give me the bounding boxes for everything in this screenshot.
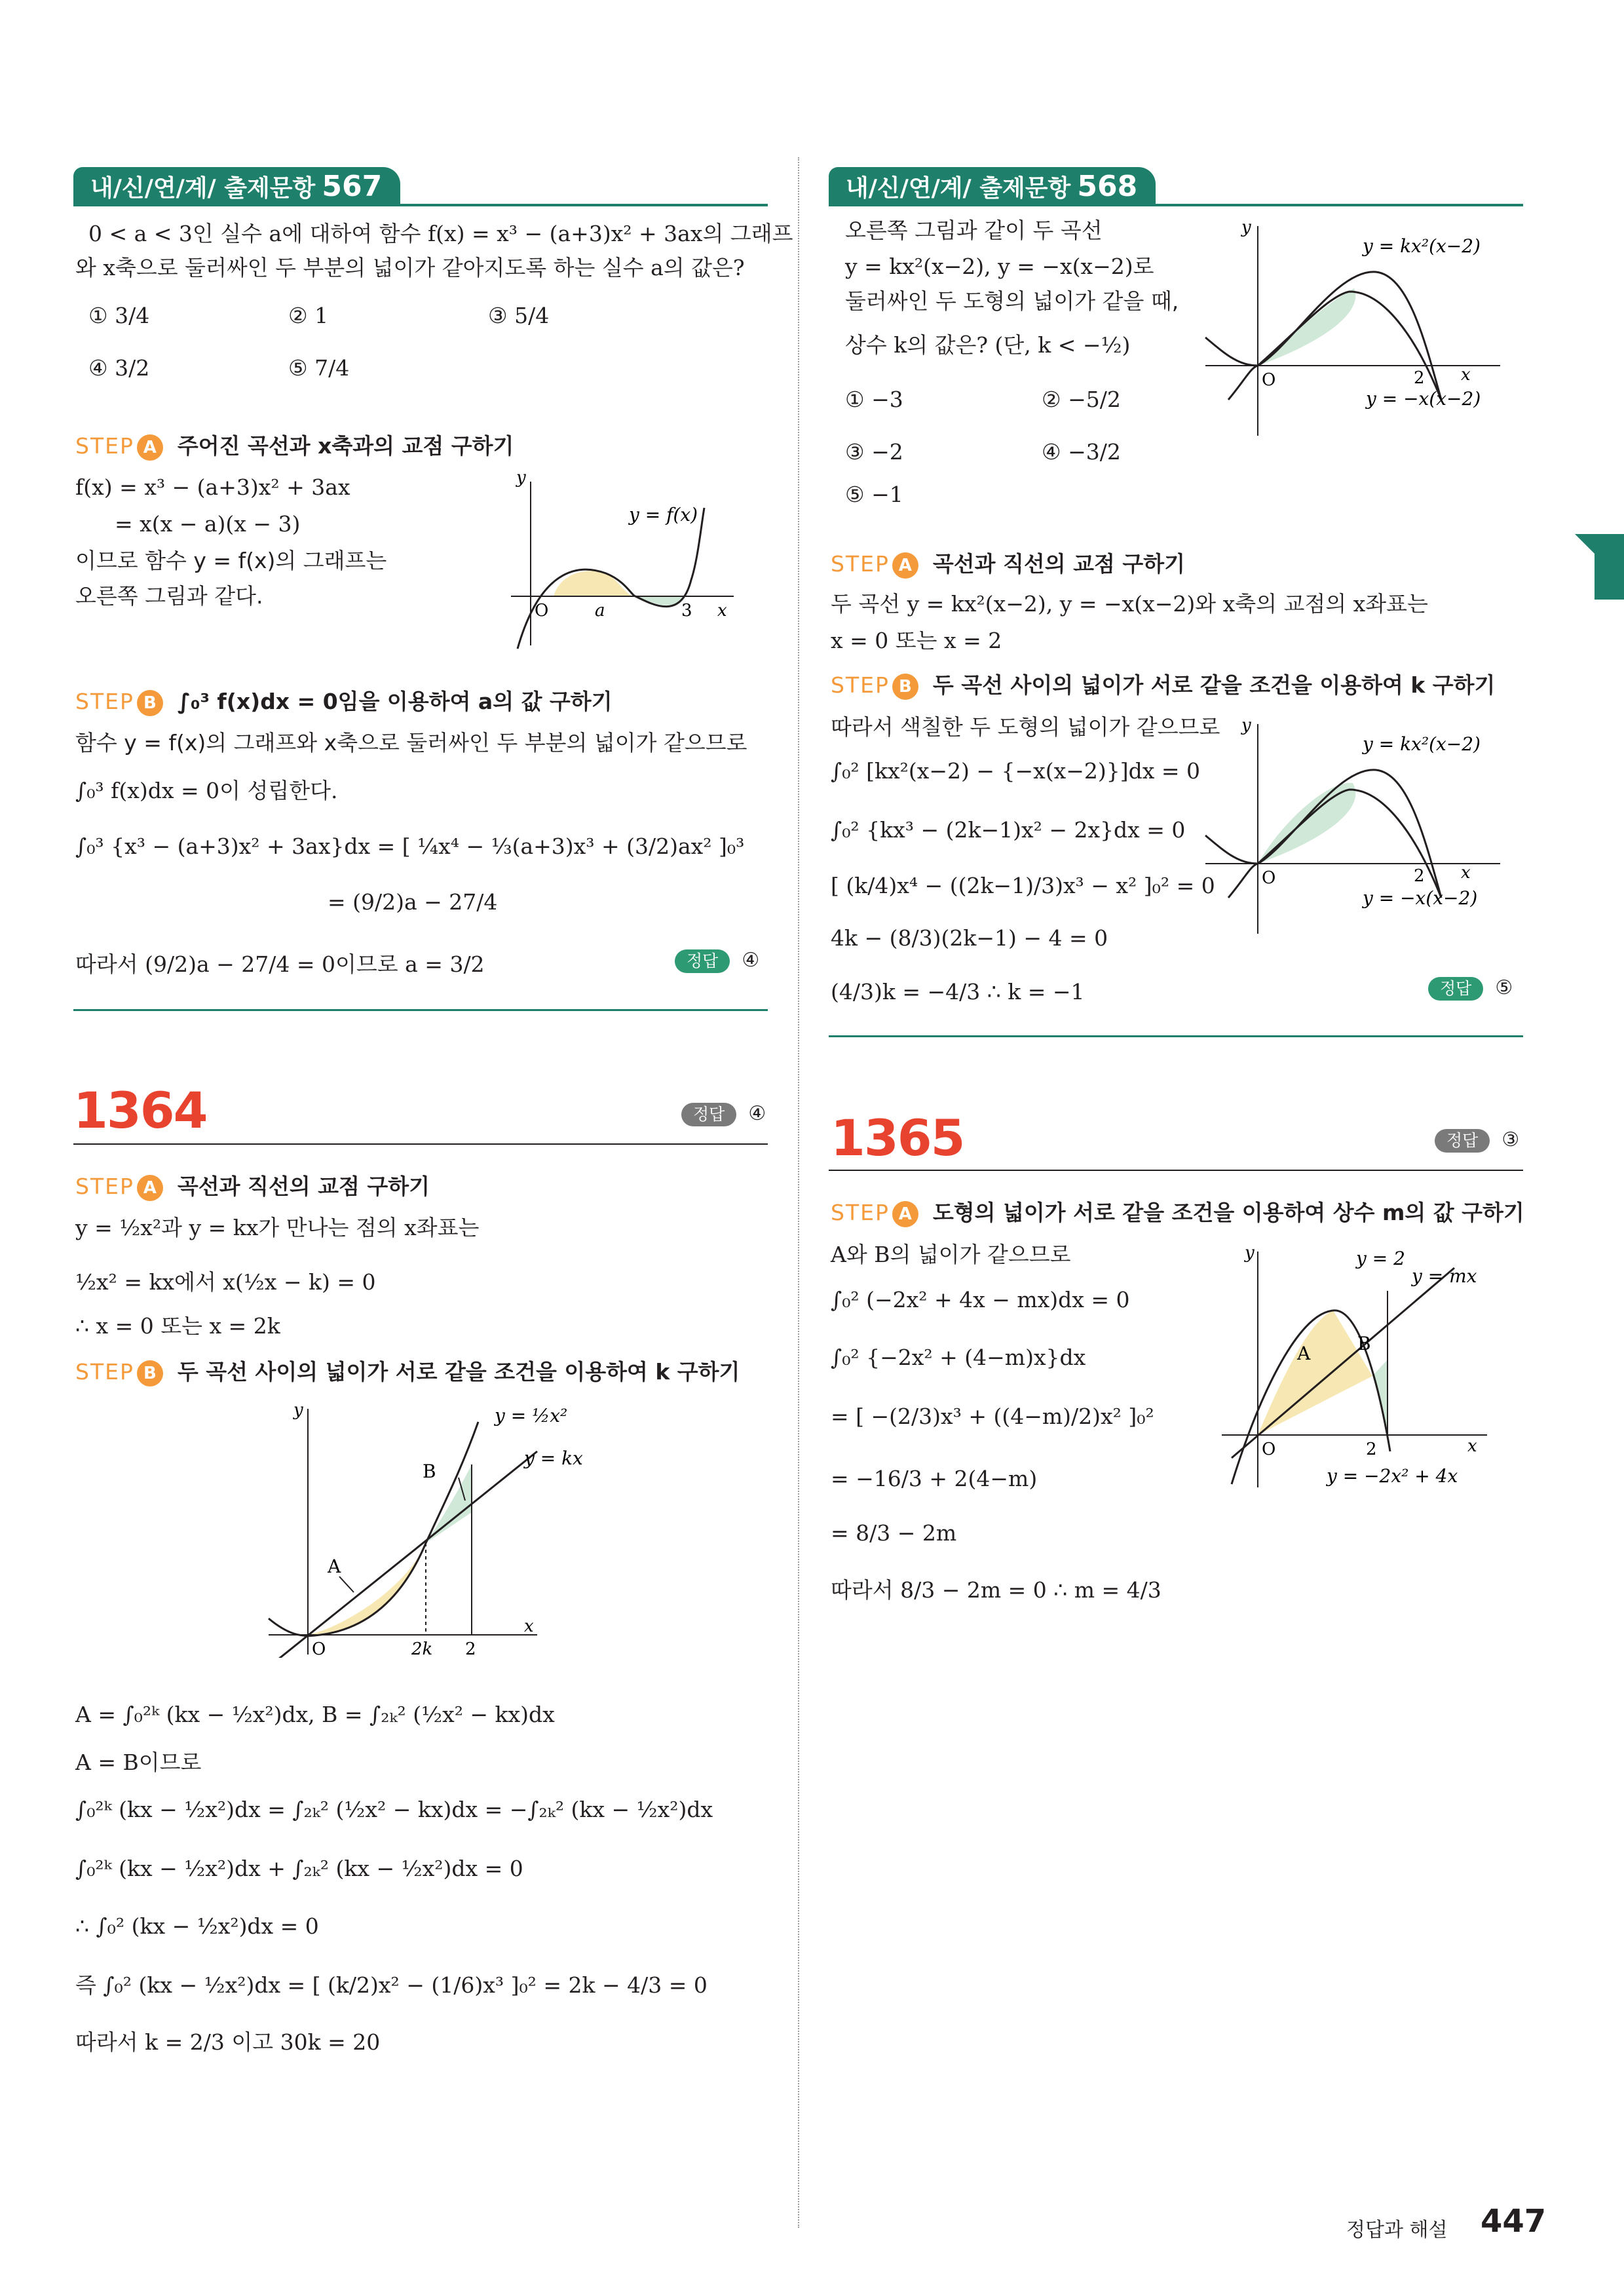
choice-2: ② 1: [288, 303, 329, 328]
choice-5: ⑤ −1: [845, 482, 903, 507]
solution-line: ∫₀³ {x³ − (a+3)x² + 3ax}dx = [ ¼x⁴ − ⅓(a+3)x³ + (3/2)ax² ]₀³: [75, 833, 745, 859]
line-label: y = kx: [524, 1447, 583, 1469]
cubic-label: y = kx²(x−2): [1363, 235, 1481, 257]
solution-line: ∫₀²ᵏ (kx − ½x²)dx = ∫₂ₖ² (½x² − kx)dx = −∫₂ₖ² (kx − ½x²)dx: [75, 1797, 713, 1822]
origin-label: O: [1262, 370, 1276, 390]
choice-4: ④ 3/2: [88, 355, 150, 381]
header-label: 내/신/연/계/ 출제문항: [846, 175, 1071, 202]
origin-label: O: [1262, 868, 1276, 888]
x-axis-label: x: [717, 601, 727, 621]
step-a-heading: STEP A 도형의 넓이가 서로 같을 조건을 이용하여 상수 m의 값 구하기: [831, 1196, 1524, 1227]
two-curves-graph: [1199, 216, 1507, 442]
solution-line: A와 B의 넓이가 같으므로: [831, 1242, 1071, 1267]
solution-line: ∫₀²ᵏ (kx − ½x²)dx + ∫₂ₖ² (kx − ½x²)dx = 0: [75, 1856, 523, 1881]
answer-568: 정답 ⑤: [1428, 976, 1513, 1001]
x-axis-label: x: [1467, 1436, 1477, 1456]
solution-line: ∫₀² (−2x² + 4x − mx)dx = 0: [831, 1287, 1130, 1312]
header-number: 567: [322, 170, 383, 203]
parabola-label: y = ½x²: [495, 1405, 568, 1426]
curve-label: y = f(x): [629, 504, 698, 526]
chapter-tab: [1575, 534, 1624, 600]
solution-line: = [ −(2/3)x³ + ((4−m)/2)x² ]₀²: [831, 1404, 1154, 1429]
step-b-heading: STEP B 두 곡선 사이의 넓이가 서로 같을 조건을 이용하여 k 구하기: [831, 668, 1495, 700]
2k-label: 2k: [411, 1639, 433, 1658]
section-divider: [73, 1143, 768, 1145]
solution-line: ½x² = kx에서 x(½x − k) = 0: [75, 1269, 376, 1295]
two-label: 2: [465, 1639, 476, 1658]
page-number: 447: [1481, 2203, 1547, 2240]
two-label: 2: [1414, 368, 1425, 388]
a-label: a: [595, 601, 605, 621]
solution-line: 따라서 k = 2/3 이고 30k = 20: [75, 2029, 381, 2055]
x-axis-label: x: [1461, 365, 1471, 385]
solution-line: 따라서 (9/2)a − 27/4 = 0이므로 a = 3/2: [75, 951, 485, 977]
solution-line: 따라서 8/3 − 2m = 0 ∴ m = 4/3: [831, 1577, 1161, 1603]
y-axis-label: y: [293, 1400, 303, 1420]
problem-568-header: [829, 167, 1523, 206]
solution-line: ∴ ∫₀² (kx − ½x²)dx = 0: [75, 1913, 319, 1939]
solution-line: 4k − (8/3)(2k−1) − 4 = 0: [831, 925, 1108, 951]
solution-line: ∫₀² {kx³ − (2k−1)x² − 2x}dx = 0: [831, 817, 1186, 843]
origin-label: O: [1262, 1440, 1276, 1459]
solution-line: [ (k/4)x⁴ − ((2k−1)/3)x³ − x² ]₀² = 0: [831, 873, 1215, 898]
solution-line: 이므로 함수 y = f(x)의 그래프는: [75, 548, 387, 573]
two-label: 2: [1414, 866, 1425, 886]
footer-label: 정답과 해설: [1346, 2219, 1448, 2242]
question-line: 상수 k의 값은? (단, k < −½): [845, 332, 1131, 358]
answer-1365: 정답 ③: [1435, 1128, 1519, 1153]
problem-number-1365: 1365: [831, 1109, 964, 1167]
y-axis-label: y: [1241, 218, 1251, 237]
solution-line: (4/3)k = −4/3 ∴ k = −1: [831, 979, 1085, 1004]
solution-line: A = B이므로: [75, 1750, 202, 1775]
section-divider: [829, 1035, 1523, 1037]
solution-line: 오른쪽 그림과 같다.: [75, 583, 263, 609]
x-axis-label: x: [524, 1617, 534, 1636]
solution-line: x = 0 또는 x = 2: [831, 628, 1002, 653]
answer-1364: 정답 ④: [681, 1102, 766, 1126]
choice-4: ④ −3/2: [1042, 439, 1121, 465]
step-a-heading: STEP A 주어진 곡선과 x축과의 교점 구하기: [75, 429, 514, 461]
answer-567: 정답 ④: [675, 949, 759, 973]
problem-567-header: [73, 167, 768, 206]
origin-label: O: [535, 601, 549, 621]
two-curves-graph-2: [1199, 714, 1507, 940]
region-a-label: A: [1297, 1343, 1311, 1364]
step-b-heading: STEP B 두 곡선 사이의 넓이가 서로 같을 조건을 이용하여 k 구하기: [75, 1355, 740, 1387]
solution-line: = 8/3 − 2m: [831, 1520, 957, 1546]
solution-line: = (9/2)a − 27/4: [328, 889, 498, 915]
step-a-heading: STEP A 곡선과 직선의 교점 구하기: [831, 547, 1185, 579]
header-number: 568: [1077, 170, 1138, 203]
choice-2: ② −5/2: [1042, 387, 1121, 412]
column-separator: [798, 157, 799, 2228]
y-axis-label: y: [516, 469, 526, 488]
question-line: 오른쪽 그림과 같이 두 곡선: [845, 218, 1103, 243]
y-axis-label: y: [1245, 1243, 1255, 1263]
solution-line: ∫₀² [kx²(x−2) − {−x(x−2)}]dx = 0: [831, 758, 1200, 784]
solution-line: 즉 ∫₀² (kx − ½x²)dx = [ (k/2)x² − (1/6)x³ ]₀² = 2k − 4/3 = 0: [75, 1972, 708, 1998]
choice-5: ⑤ 7/4: [288, 355, 350, 381]
x2-label: y = 2: [1356, 1248, 1405, 1269]
section-divider: [829, 1170, 1523, 1171]
step-a-heading: STEP A 곡선과 직선의 교점 구하기: [75, 1170, 430, 1201]
question-line: y = kx²(x−2), y = −x(x−2)로: [845, 254, 1154, 279]
cubic-graph: [491, 469, 740, 652]
region-b-label: B: [1357, 1333, 1371, 1354]
step-b-heading: STEP B ∫₀³ f(x)dx = 0임을 이용하여 a의 값 구하기: [75, 685, 613, 716]
region-b-label: B: [423, 1461, 436, 1482]
two-label: 2: [1366, 1440, 1377, 1459]
choice-1: ① 3/4: [88, 303, 150, 328]
choice-3: ③ 5/4: [488, 303, 550, 328]
cubic-label: y = kx²(x−2): [1363, 733, 1481, 755]
solution-line: ∫₀³ f(x)dx = 0이 성립한다.: [75, 778, 338, 803]
solution-line: 따라서 색칠한 두 도형의 넓이가 같으므로: [831, 714, 1220, 740]
solution-line: ∫₀² {−2x² + (4−m)x}dx: [831, 1345, 1086, 1370]
problem-number-1364: 1364: [73, 1081, 207, 1139]
line-parabola-graph: [1218, 1242, 1494, 1491]
section-divider: [73, 1009, 768, 1011]
solution-line: ∴ x = 0 또는 x = 2k: [75, 1313, 280, 1339]
parabola-line-graph: [262, 1396, 629, 1658]
solution-line: f(x) = x³ − (a+3)x² + 3ax: [75, 474, 350, 500]
solution-line: 두 곡선 y = kx²(x−2), y = −x(x−2)와 x축의 교점의 x좌표는: [831, 591, 1428, 617]
y-axis-label: y: [1241, 716, 1251, 735]
origin-label: O: [312, 1639, 326, 1658]
question-line: 와 x축으로 둘러싸인 두 부분의 넓이가 같아지도록 하는 실수 a의 값은?: [75, 255, 745, 280]
choice-3: ③ −2: [845, 439, 903, 465]
solution-line: = x(x − a)(x − 3): [115, 511, 301, 537]
solution-line: y = ½x²과 y = kx가 만나는 점의 x좌표는: [75, 1215, 480, 1240]
question-line: 0 < a < 3인 실수 a에 대하여 함수 f(x) = x³ − (a+3)x² + 3ax의 그래프: [88, 221, 793, 246]
parabola-label: y = −x(x−2): [1363, 887, 1478, 909]
parabola-label: y = −2x² + 4x: [1327, 1465, 1458, 1487]
solution-line: A = ∫₀²ᵏ (kx − ½x²)dx, B = ∫₂ₖ² (½x² − kx)dx: [75, 1702, 555, 1727]
solution-line: = −16/3 + 2(4−m): [831, 1466, 1038, 1491]
header-label: 내/신/연/계/ 출제문항: [90, 175, 316, 202]
parabola-label: y = −x(x−2): [1366, 388, 1481, 410]
region-a-label: A: [328, 1556, 341, 1577]
line-label: y = mx: [1412, 1265, 1477, 1287]
three-label: 3: [681, 601, 692, 621]
x-axis-label: x: [1461, 863, 1471, 883]
question-line: 둘러싸인 두 도형의 넓이가 같을 때,: [845, 288, 1179, 314]
choice-1: ① −3: [845, 387, 903, 412]
solution-line: 함수 y = f(x)의 그래프와 x축으로 둘러싸인 두 부분의 넓이가 같으므로: [75, 730, 747, 756]
